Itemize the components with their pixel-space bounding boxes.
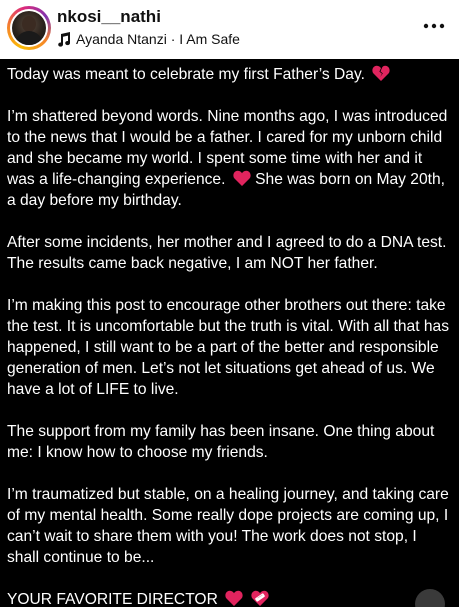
- post-caption: [7, 64, 451, 607]
- caption-paragraph: [7, 106, 451, 211]
- red-heart-emoji: [233, 170, 251, 187]
- caption-text: YOUR FAVORITE DIRECTOR: [7, 591, 218, 607]
- caption-paragraph: After some incidents, her mother and I agreed to do a DNA test. The results came back negative, I am NOT her father.: [7, 234, 447, 272]
- caption-paragraph: I’m traumatized but stable, on a healing journey, and taking care of my mental health. Some really dope projects are coming up, I can’t wait to share them with you! The work does not stop, I shall continue to be...: [7, 486, 449, 566]
- avatar-ring-gap: [10, 9, 48, 47]
- caption-text: I’m shattered beyond words. Nine months ago, I was introduced to the news that I would be a father. I cared for my unborn child and she became my world. I spent some time with her and it was a life-changing experience.: [7, 108, 448, 188]
- music-note-icon: [57, 32, 71, 47]
- post-header: [0, 0, 459, 59]
- caption-text: She was born on May 20th, a day before my birthday.: [7, 171, 445, 209]
- caption-paragraph: The support from my family has been insane. One thing about me: I know how to choose my friends.: [7, 423, 435, 461]
- caption-text: Today was meant to celebrate my first Father’s Day.: [7, 66, 365, 83]
- broken-heart-emoji: [372, 65, 390, 82]
- mending-heart-emoji: [251, 590, 269, 607]
- music-attribution[interactable]: [57, 31, 240, 47]
- avatar-face: [22, 16, 36, 32]
- avatar-photo: [12, 11, 46, 45]
- music-label: Ayanda Ntanzi · I Am Safe: [76, 31, 240, 47]
- avatar-shoulders: [15, 31, 43, 45]
- caption-paragraph: [7, 589, 451, 607]
- caption-paragraph: I’m making this post to encourage other brothers out there: take the test. It is uncomfortable but the truth is vital. With all that has happened, I still want to be a part of the better and responsible generation of men. Let’s not let situations get ahead of us. We have a lot of LIFE to live.: [7, 297, 450, 398]
- more-options-icon[interactable]: [423, 19, 445, 33]
- red-heart-emoji: [225, 590, 243, 607]
- caption-paragraph: [7, 64, 451, 85]
- avatar[interactable]: [7, 6, 51, 50]
- username[interactable]: nkosi__nathi: [57, 7, 161, 26]
